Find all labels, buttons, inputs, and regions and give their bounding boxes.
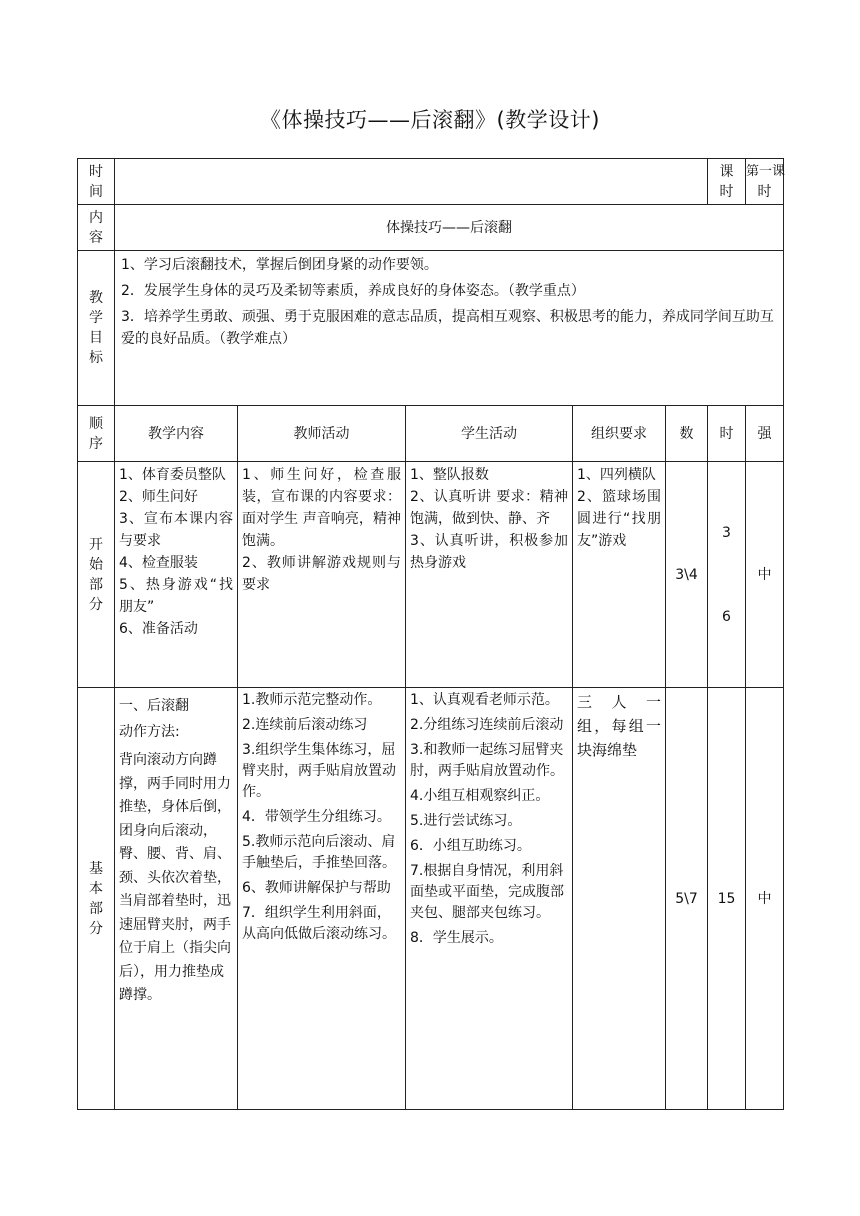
start-teacher bbox=[238, 462, 406, 688]
list-item: 2、教师讲解游戏规则与要求 bbox=[242, 555, 401, 593]
class-hour-label: 课 时 bbox=[708, 159, 746, 205]
list-item: 5.进行尝试练习。 bbox=[410, 813, 522, 829]
class-hour-value: 第一课 时 bbox=[746, 159, 784, 205]
list-item: 1、体育委员整队 bbox=[119, 467, 226, 483]
list-item: 3、宣布本课内容与要求 bbox=[119, 511, 233, 549]
list-item: 2.分组练习连续前后滚动 bbox=[410, 717, 564, 733]
basic-section-label: 基 本 部 分 bbox=[78, 688, 115, 1110]
list-item: 动作方法: bbox=[119, 724, 180, 740]
col-order: 顺 序 bbox=[78, 406, 115, 462]
list-item: 1、师生问好，检查服装，宣布课的内容要求：面对学生 声音响亮，精神饱满。 bbox=[242, 467, 401, 549]
basic-content bbox=[115, 688, 238, 1110]
time-row bbox=[78, 159, 784, 205]
basic-teacher bbox=[238, 688, 406, 1110]
list-item: 6、准备活动 bbox=[119, 621, 198, 637]
start-student bbox=[406, 462, 573, 688]
list-item: 5.教师示范向后滚动、肩手触垫后，手推垫回落。 bbox=[242, 834, 396, 871]
column-header-row bbox=[78, 406, 784, 462]
start-time: 3 6 bbox=[708, 462, 746, 688]
list-item: 背向滚动方向蹲撑，两手同时用力推垫，身体后倒，团身向后滚动，臀、腰、背、肩、颈、头依次着垫，当肩部着垫时，迅速屈臂夹肘，两手位于肩上（指尖向后），用力推垫成蹲撑。 bbox=[119, 752, 231, 1003]
content-value: 体操技巧——后滚翻 bbox=[115, 205, 784, 251]
start-section-label: 开 始 部 分 bbox=[78, 462, 115, 688]
list-item: 4．带领学生分组练习。 bbox=[242, 809, 391, 825]
list-item: 1、整队报数 bbox=[410, 467, 489, 483]
list-item: 4、检查服装 bbox=[119, 555, 198, 571]
basic-org: 三 人 一 组，每组一块海绵垫 bbox=[573, 688, 666, 1110]
list-item: 1、认真观看老师示范。 bbox=[410, 692, 559, 708]
list-item: 1.教师示范完整动作。 bbox=[242, 692, 382, 708]
start-content bbox=[115, 462, 238, 688]
content-row bbox=[78, 205, 784, 251]
list-item: 7.根据自身情况，利用斜面垫或平面垫，完成腹部夹包、腿部夹包练习。 bbox=[410, 863, 564, 921]
list-item: 6．小组互助练习。 bbox=[410, 838, 531, 854]
list-item: 6、教师讲解保护与帮助 bbox=[242, 880, 391, 896]
basic-section-row bbox=[78, 688, 784, 1110]
start-org bbox=[573, 462, 666, 688]
goal-item: 3．培养学生勇敢、顽强、勇于克服困难的意志品质，提高相互观察、积极思考的能力，养成同学间互助互爱的良好品质。（教学难点） bbox=[121, 309, 774, 347]
basic-student bbox=[406, 688, 573, 1110]
list-item: 4.小组互相观察纠正。 bbox=[410, 788, 550, 804]
content-label: 内 容 bbox=[78, 205, 115, 251]
list-item: 5、热身游戏“找朋友” bbox=[119, 577, 233, 615]
document-title: 《体操技巧——后滚翻》(教学设计) bbox=[260, 108, 600, 132]
col-teacher: 教师活动 bbox=[238, 406, 406, 462]
list-item: 3、认真听讲，积极参加热身游戏 bbox=[410, 533, 568, 571]
start-section-row bbox=[78, 462, 784, 688]
col-student: 学生活动 bbox=[406, 406, 573, 462]
list-item: 2.连续前后滚动练习 bbox=[242, 717, 368, 733]
col-time: 时 bbox=[708, 406, 746, 462]
list-item: 2、篮球场围圆进行“找朋友”游戏 bbox=[577, 489, 661, 549]
time-value bbox=[115, 159, 708, 205]
list-item: 3.和教师一起练习屈臂夹肘，两手贴肩放置动作。 bbox=[410, 742, 564, 779]
col-content: 教学内容 bbox=[115, 406, 238, 462]
col-count: 数 bbox=[666, 406, 708, 462]
start-count: 3\4 bbox=[666, 462, 708, 688]
goal-item: 2．发展学生身体的灵巧及柔韧等素质，养成良好的身体姿态。（教学重点） bbox=[121, 283, 585, 299]
time-label: 时 间 bbox=[78, 159, 115, 205]
col-org: 组织要求 bbox=[573, 406, 666, 462]
goals-list bbox=[115, 251, 784, 406]
goals-row bbox=[78, 251, 784, 406]
list-item: 3.组织学生集体练习，屈臂夹肘，两手贴肩放置动作。 bbox=[242, 742, 396, 800]
goals-label: 教 学 目 标 bbox=[78, 251, 115, 406]
list-item: 一、后滚翻 bbox=[119, 698, 189, 714]
goal-item: 1、学习后滚翻技术，掌握后倒团身紧的动作要领。 bbox=[121, 257, 438, 273]
basic-count: 5\7 bbox=[666, 688, 708, 1110]
list-item: 7．组织学生利用斜面，从高向低做后滚动练习。 bbox=[242, 905, 396, 942]
col-intensity: 强 bbox=[746, 406, 784, 462]
basic-time: 15 bbox=[708, 688, 746, 1110]
lesson-plan-table bbox=[77, 158, 784, 1110]
basic-intensity: 中 bbox=[746, 688, 784, 1110]
start-intensity: 中 bbox=[746, 462, 784, 688]
list-item: 2、认真听讲 要求：精神饱满，做到快、静、齐 bbox=[410, 489, 568, 527]
list-item: 8．学生展示。 bbox=[410, 930, 503, 946]
list-item: 2、师生问好 bbox=[119, 489, 198, 505]
list-item: 1、四列横队 bbox=[577, 467, 656, 483]
